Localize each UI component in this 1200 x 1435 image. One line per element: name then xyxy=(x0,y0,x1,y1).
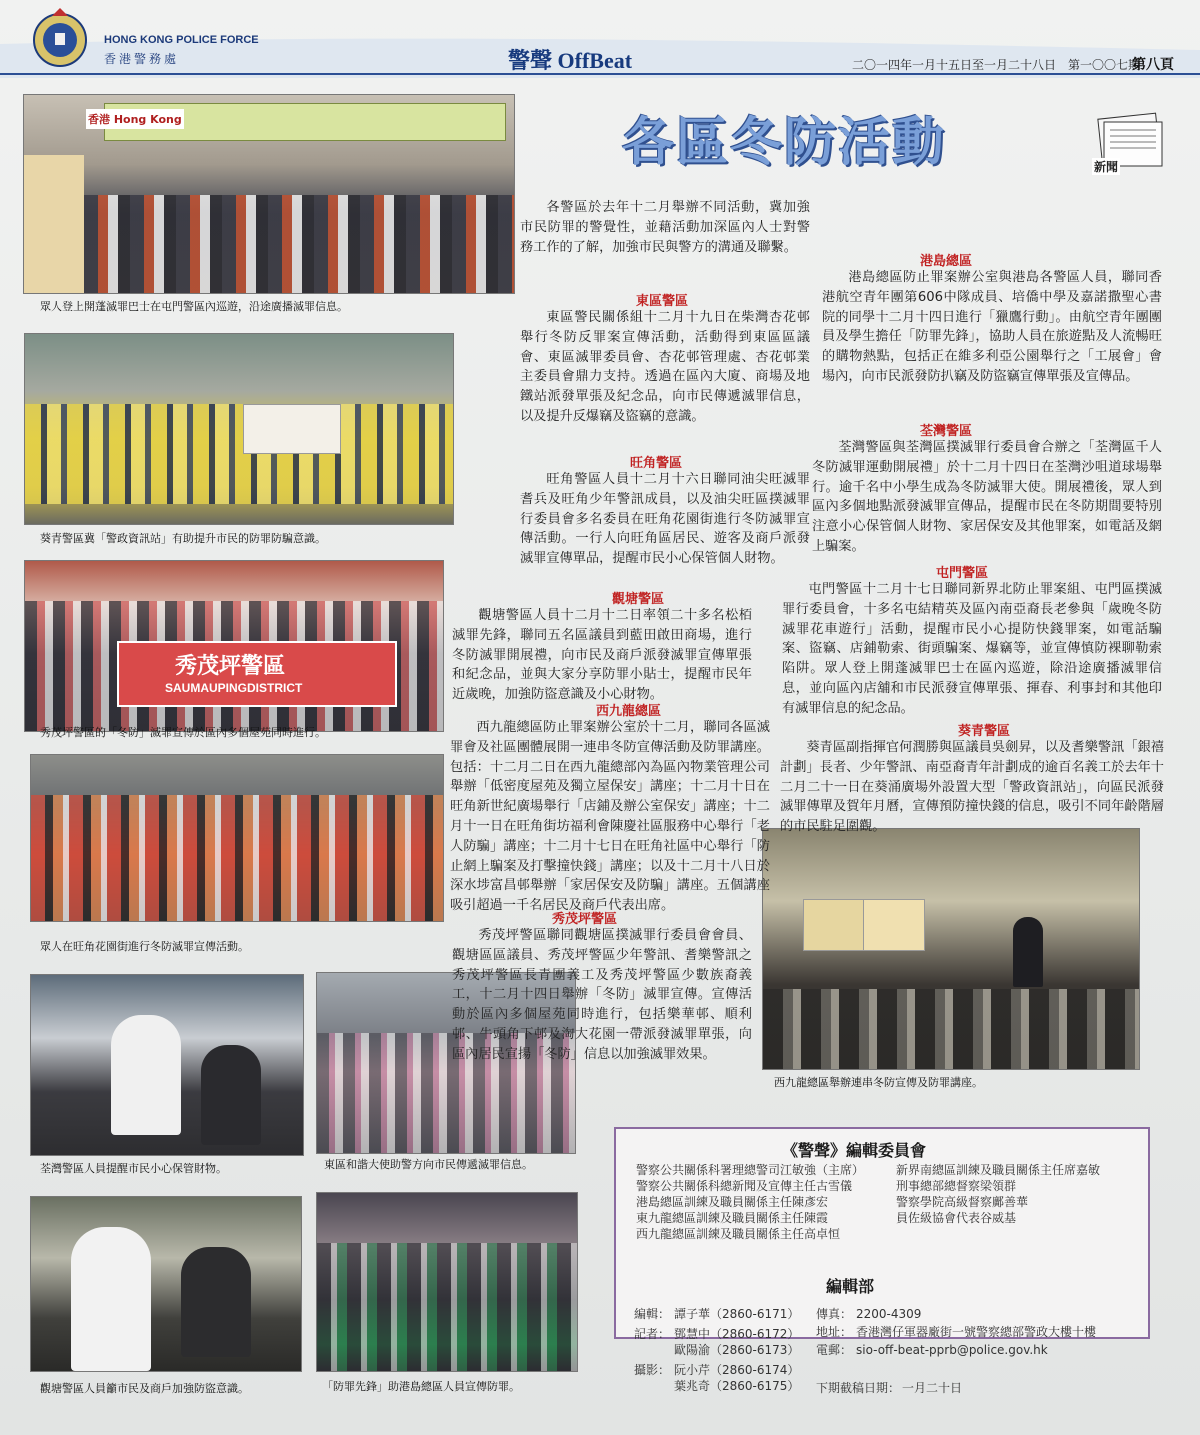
photo-kwun-tong-officer xyxy=(30,1196,302,1372)
committee-member: 刑事總部總督察梁領群 xyxy=(896,1179,1017,1193)
fax-number: 2200-4309 xyxy=(856,1307,922,1321)
photo-caption: 西九龍總區舉辦連串冬防宣傳及防罪講座。 xyxy=(774,1076,983,1089)
committee-member: 新界南總區訓練及職員關係主任席嘉敏 xyxy=(896,1163,1101,1177)
photographer-name: 阮小芹（2860-6174） xyxy=(674,1363,800,1377)
photo-caption: 眾人登上開蓬滅罪巴士在屯門警區內巡遊，沿途廣播滅罪信息。 xyxy=(40,300,348,313)
reporter-name: 歐陽渝（2860-6173） xyxy=(674,1343,800,1357)
reporter-label: 記者： xyxy=(634,1327,671,1341)
page-number: 第八頁 xyxy=(1132,57,1174,73)
photo-caption: 東區和諧大使助警方向市民傳遞滅罪信息。 xyxy=(324,1158,533,1171)
committee-member: 警察公共關係科總新聞及宣傳主任古雪儀 xyxy=(636,1179,853,1193)
photo-caption: 「防罪先鋒」助港島總區人員宣傳防罪。 xyxy=(322,1380,520,1393)
photo-hong-kong-island-pioneers xyxy=(316,1192,578,1372)
address-label: 地址： xyxy=(816,1325,853,1339)
section-body: 荃灣警區與荃灣區撲滅罪行委員會合辦之「荃灣區千人冬防滅罪運動開展禮」於十二月十四日在荃灣沙咀道球場舉行。逾千名中小學生成為冬防滅罪大使。開展禮後，眾人到區內多個地點派發滅罪宣傳品，提醒市民在冬防期間要特別注意小心保管個人財物、家居保安及其他罪案，如電話及網上騙案。 xyxy=(812,440,1162,554)
committee-member: 警察學院高級督察鄺善華 xyxy=(896,1195,1029,1209)
photo-caption: 葵青警區冀「警政資訊站」有助提升市民的防罪防騙意識。 xyxy=(40,532,326,545)
photo-caption: 秀茂坪警區的「冬防」滅罪宣傳於區內多個屋苑同時進行。 xyxy=(40,726,326,739)
photo-sign-text: 香港 Hong Kong xyxy=(86,109,184,129)
section-heading: 葵青警區 xyxy=(958,724,1011,739)
section-body: 葵青區副指揮官何潤勝與區議員吳劍昇，以及耆樂警訊「銀禧計劃」長者、少年警訊、南亞裔青年計劃成的逾百名義工於去年十二月二十一日在葵涌廣場外設置大型「警政資訊站」，向區民派發滅罪傳單及賀年月曆，宣傳預防撞快錢的信息，吸引不同年齡階層的市民駐足圍觀。 xyxy=(780,740,1164,835)
committee-list-left xyxy=(636,1162,864,1242)
section-body: 觀塘警區人員十二月十二日率領二十多名松栢滅罪先鋒，聯同五名區議員到藍田啟田商場，進行冬防滅罪開展禮，向市民及商戶派發滅罪宣傳單張和紀念品，並與大家分享防罪小貼士，提醒市民年近歲晚，加強防盜意識及小心財物。 xyxy=(452,608,752,703)
committee-member: 港島總區訓練及職員關係主任陳彥宏 xyxy=(636,1195,829,1209)
news-label: 新聞 xyxy=(1094,160,1119,174)
committee-member: 東九龍總區訓練及職員關係主任陳霞 xyxy=(636,1211,829,1225)
photographer-label: 攝影： xyxy=(634,1363,671,1377)
section-body: 東區警民關係組十二月十九日在柴灣杏花邨舉行冬防反罪案宣傳活動，活動得到東區區議會、東區滅罪委員會、杏花邨管理處、杏花邨業主委員會鼎力支持。透過在區內大廈、商場及地鐵站派發單張及紀念品，向市民傳遞滅罪信息，以及提升反爆竊及盜竊的意識。 xyxy=(520,310,810,424)
deadline-label: 下期截稿日期： xyxy=(816,1381,901,1395)
section-body: 西九龍總區防止罪案辦公室於十二月，聯同各區滅罪會及社區團體展開一連串冬防宣傳活動及防罪講座。包括：十二月二日在西九龍總部內為區內物業管理公司舉辦「低密度屋苑及獨立屋保安」講座；十二月十日在旺角新世紀廣場舉行「店鋪及辦公室保安」講座；十二月十一日在旺角街坊福利會陳慶社區服務中心舉行「老人防騙」講座；十二月十七日在旺角社區中心舉行「防止網上騙案及打擊撞快錢」講座；以及十二月十八日於深水埗富昌邨舉辦「家居保安及防騙」講座。五個講座吸引超過一千名居民及商戶代表出席。 xyxy=(450,720,770,914)
banner-text-en: SAUMAUPINGDISTRICT xyxy=(165,681,303,695)
photo-caption: 眾人在旺角花園街進行冬防滅罪宣傳活動。 xyxy=(40,940,249,953)
photo-tuen-mun-bus xyxy=(23,94,515,294)
fax-label: 傳真： xyxy=(816,1307,853,1321)
photo-tsuen-wan-officers xyxy=(30,974,304,1156)
committee-member: 西九龍總區訓練及職員關係主任高卓恒 xyxy=(636,1227,841,1241)
address: 香港灣仔軍器廠街一號警察總部警政大樓十樓 xyxy=(856,1325,1097,1339)
editorial-committee-title: 《警聲》編輯委員會 xyxy=(782,1141,927,1160)
news-icon xyxy=(1090,112,1170,176)
photo-caption: 荃灣警區人員提醒市民小心保管財物。 xyxy=(40,1162,227,1175)
section-heading: 港島總區 xyxy=(920,254,973,269)
committee-member: 警察公共關係科署理總警司江敏強（主席） xyxy=(636,1163,865,1177)
section-body: 屯門警區十二月十七日聯同新界北防止罪案組、屯門區撲滅罪行委員會，十多名屯結精英及區內南亞裔長老參與「歲晚冬防滅罪花車遊行」活動，提醒市民小心提防快錢罪案，如電話騙案、盜竊、店鋪勒索、街頭騙案、爆竊等，並宣傳慎防裸聊勒索陷阱。眾人登上開蓬滅罪巴士在區內巡遊，除沿途廣播滅罪信息，並向區內店舖和市民派發宣傳單張、揮春、利事封和其他印有滅罪信息的紀念品。 xyxy=(782,582,1162,716)
editorial-dept-title: 編輯部 xyxy=(826,1277,875,1296)
editor-name: 譚子華（2860-6171） xyxy=(674,1307,800,1321)
section-heading: 觀塘警區 xyxy=(612,592,665,607)
editor-label: 編輯： xyxy=(634,1307,671,1321)
org-name-zh: 香港警務處 xyxy=(104,52,180,66)
section-heading: 西九龍總區 xyxy=(596,704,662,719)
org-name-en: HONG KONG POLICE FORCE xyxy=(104,34,259,46)
section-body: 秀茂坪警區聯同觀塘區撲滅罪行委員會會員、觀塘區區議員、秀茂坪警區少年警訊、耆樂警訊之秀茂坪警區長青團義工及秀茂坪警區少數族裔義工，十二月十四日舉辦「冬防」滅罪宣傳。宣傳活動於區內多個屋苑同時進行，包括樂華邨、順利邨、牛頭角下邨及淘大花園一帶派發滅罪單張，向區內居民宣揚「冬防」信息以加強滅罪效果。 xyxy=(452,928,752,1062)
section-body: 港島總區防止罪案辦公室與港島各警區人員，聯同香港航空青年團第606中隊成員、培僑中學及嘉諾撒聖心書院的同學十二月十四日進行「獵鷹行動」。由航空青年團團員及學生擔任「防罪先鋒」，協助人員在旅遊點及人流暢旺的購物熱點，包括正在維多利亞公園舉行之「工展會」會場內，向市民派發防扒竊及防盜竊宣傳單張及宣傳品。 xyxy=(822,270,1162,384)
publication-title: 警聲 OffBeat xyxy=(508,48,633,73)
photo-mong-kok-street xyxy=(30,754,444,922)
email-label: 電郵： xyxy=(816,1343,853,1357)
photo-kwai-tsing-station xyxy=(24,333,454,525)
photographer-name: 葉兆奇（2860-6175） xyxy=(674,1379,800,1393)
committee-member: 員佐級協會代表谷威基 xyxy=(896,1211,1017,1225)
police-crest-icon xyxy=(28,6,92,70)
section-heading: 秀茂坪警區 xyxy=(552,912,618,927)
banner-text-zh: 秀茂坪警區 xyxy=(175,654,286,679)
section-heading: 屯門警區 xyxy=(936,566,989,581)
section-heading: 東區警區 xyxy=(636,294,689,309)
committee-list-right xyxy=(896,1162,1100,1226)
photo-kowloon-west-seminar xyxy=(762,828,1140,1070)
deadline-date: 一月二十日 xyxy=(902,1381,963,1395)
photo-sau-mau-ping-banner xyxy=(24,560,444,732)
section-heading: 旺角警區 xyxy=(630,456,683,471)
article-intro: 各警區於去年十二月舉辦不同活動，冀加強市民防罪的警覺性，並藉活動加深區內人士對警務工作的了解，加強市民與警方的溝通及聯繫。 xyxy=(520,200,810,255)
reporter-name: 鄧慧中（2860-6172） xyxy=(674,1327,800,1341)
section-body: 旺角警區人員十二月十六日聯同油尖旺滅罪耆兵及旺角少年警訊成員，以及油尖旺區撲滅罪行委員會多名委員在旺角花園街進行冬防滅罪宣傳活動。一行人向旺角區居民、遊客及商戶派發滅罪宣傳單品，提醒市民小心保管個人財物。 xyxy=(520,472,810,567)
headline: 各區冬防活動 xyxy=(622,113,947,173)
section-heading: 荃灣警區 xyxy=(920,424,973,439)
issue-date: 二〇一四年一月十五日至一月二十八日 第一〇〇七期 xyxy=(852,58,1141,72)
photo-caption: 觀塘警區人員籲市民及商戶加強防盜意識。 xyxy=(40,1382,249,1395)
masthead xyxy=(0,0,1200,92)
email-link[interactable]: sio-off-beat-pprb@police.gov.hk xyxy=(856,1343,1048,1357)
